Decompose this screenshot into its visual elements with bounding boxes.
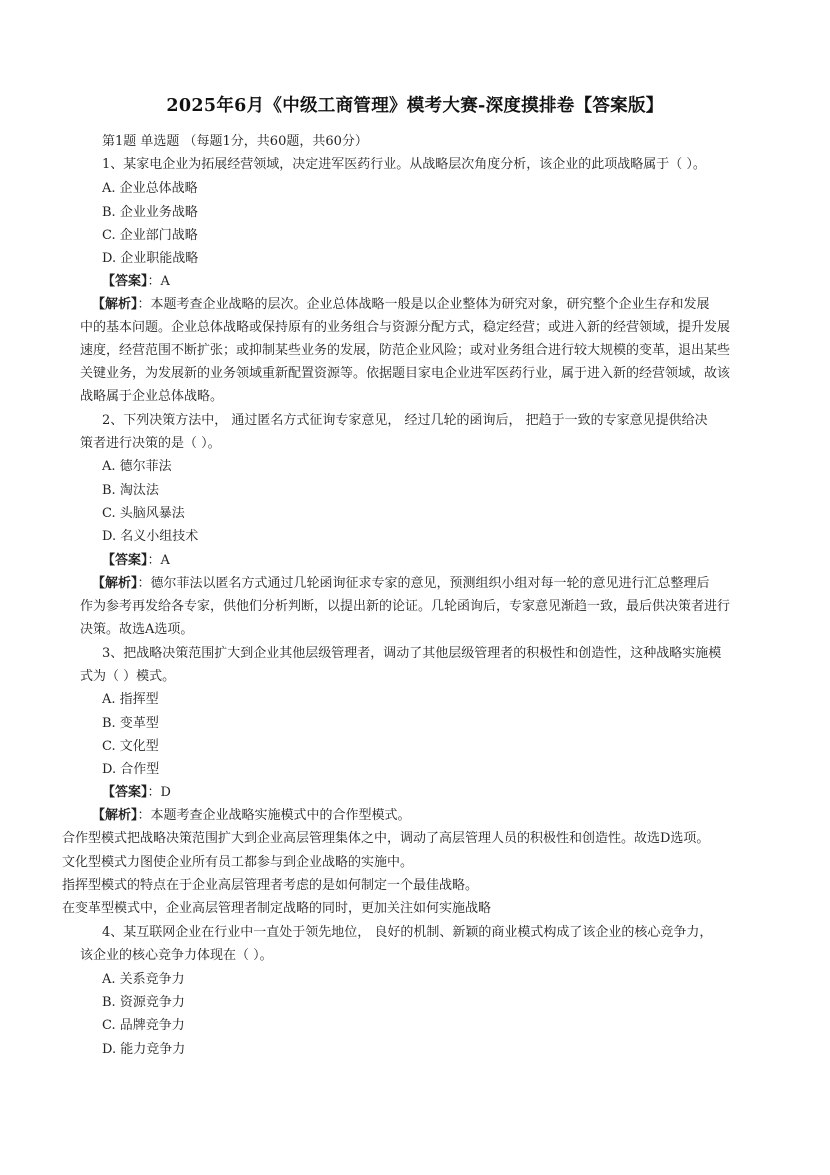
q4-option-b: B. 资源竞争力 [102,995,185,1010]
q1-explanation-line: 速度，经营范围不断扩张；或抑制某些业务的发展，防范企业风险；或对业务组合进行较大规模的变革，退出某些 [80,343,731,358]
q1-explanation-line: 关键业务，为发展新的业务领域重新配置资源等。依据题目家电企业进军医药行业，属于进入新的经营领域，故该 [80,366,731,381]
q1-explanation-line: 中的基本问题。企业总体战略或保持原有的业务组合与资源分配方式，稳定经营；或进入新的经营领域，提升发展 [80,320,731,335]
q3-explanation [92,808,411,824]
explain-label: 【解析】 [92,576,138,591]
section-header: 第1题 单选题 （每题1分，共60题，共60分） [102,134,368,149]
answer-label: 【答案】 [102,553,148,568]
q1-option-c: C. 企业部门战略 [102,228,198,243]
q2-explanation-text: ：德尔菲法以匿名方式通过几轮函询征求专家的意见，预测组织小组对每一轮的意见进行汇总整理后 [137,576,710,591]
q3-explanation-line: 文化型模式力图使企业所有员工都参与到企业战略的实施中。 [62,855,414,870]
q3-answer [102,785,171,801]
q2-answer-value: ：A [147,553,170,568]
answer-label: 【答案】 [102,274,148,289]
explain-label: 【解析】 [92,808,138,823]
q1-explanation-text: ：本题考查企业战略的层次。企业总体战略一般是以企业整体为研究对象，研究整个企业生存和发展 [137,297,710,312]
q3-explanation-line: 在变革型模式中，企业高层管理者制定战略的同时，更加关注如何实施战略 [62,901,492,916]
q4-stem-cont: 该企业的核心竞争力体现在（ ）。 [80,948,273,963]
q2-option-a: A. 德尔菲法 [102,459,172,474]
q3-option-b: B. 变革型 [102,716,159,731]
q1-option-a: A. 企业总体战略 [102,181,198,196]
q1-explanation-line: 战略属于企业总体战略。 [80,389,224,404]
q2-option-b: B. 淘汰法 [102,483,159,498]
q2-stem-cont: 策者进行决策的是（ ）。 [80,436,221,451]
page-title: 2025年6月《中级工商管理》模考大赛-深度摸排卷【答案版】 [166,96,664,116]
q2-answer [102,553,170,569]
q1-explanation [92,297,710,313]
q4-stem: 4、某互联网企业在行业中一直处于领先地位， 良好的机制、新颖的商业模式构成了该企业的核心竞争力， [102,925,713,940]
q3-option-a: A. 指挥型 [102,692,159,707]
q3-stem-cont: 式为（ ）模式。 [80,669,176,684]
q2-explanation-line: 决策。故选A选项。 [80,622,194,637]
q2-option-d: D. 名义小组技术 [102,529,199,544]
q3-option-c: C. 文化型 [102,739,159,754]
q1-option-b: B. 企业业务战略 [102,205,198,220]
q4-option-d: D. 能力竞争力 [102,1042,186,1057]
q1-option-d: D. 企业职能战略 [102,251,199,266]
q3-explanation-line: 合作型模式把战略决策范围扩大到企业高层管理集体之中，调动了高层管理人员的积极性和创造性。故选D选项。 [62,831,710,846]
answer-label: 【答案】 [102,785,148,800]
q3-option-d: D. 合作型 [102,762,160,777]
q4-option-c: C. 品牌竞争力 [102,1018,185,1033]
q1-stem: 1、某家电企业为拓展经营领域，决定进军医药行业。从战略层次角度分析，该企业的此项战略属于（ ）。 [102,157,706,172]
explain-label: 【解析】 [92,297,138,312]
q2-explanation-line: 作为参考再发给各专家，供他们分析判断，以提出新的论证。几轮函询后，专家意见渐趋一致，最后供决策者进行 [80,599,731,614]
q1-answer-value: ：A [147,274,170,289]
q3-stem: 3、把战略决策范围扩大到企业其他层级管理者，调动了其他层级管理者的积极性和创造性，这种战略实施模 [102,646,722,661]
q1-answer [102,274,170,290]
q3-answer-value: ：D [147,785,171,800]
q3-explanation-text: ：本题考查企业战略实施模式中的合作型模式。 [137,808,411,823]
q2-explanation [92,576,710,592]
q3-explanation-line: 指挥型模式的特点在于企业高层管理者考虑的是如何制定一个最佳战略。 [62,878,479,893]
q2-stem: 2、下列决策方法中， 通过匿名方式征询专家意见， 经过几轮的函询后， 把趋于一致的专家意见提供给决 [102,413,708,428]
q4-option-a: A. 关系竞争力 [102,972,185,987]
q2-option-c: C. 头脑风暴法 [102,506,185,521]
